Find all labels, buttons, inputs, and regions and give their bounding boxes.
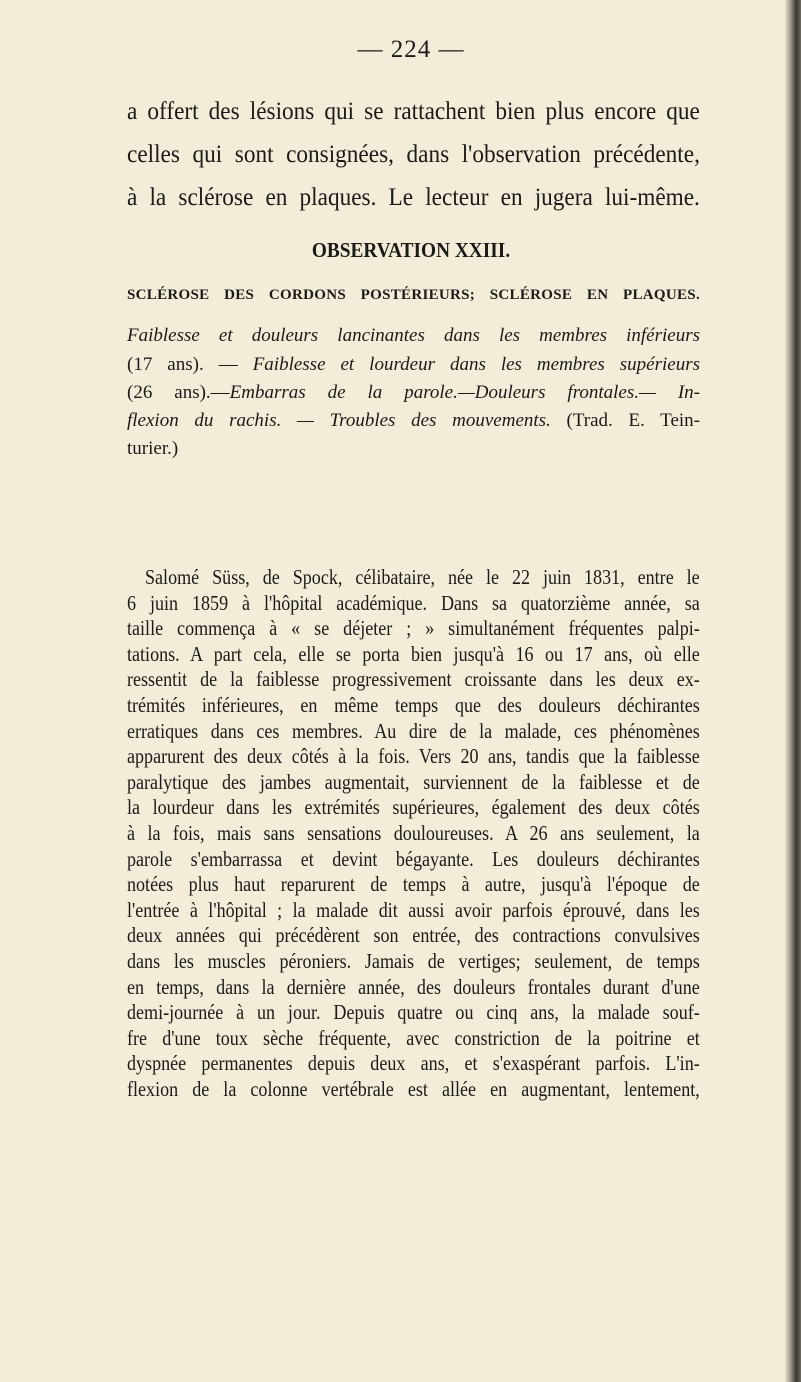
summary-roman: (Trad. E. Tein- (550, 410, 700, 431)
body-line: 6 juin 1859 à l'hôpital académique. Dans sa quatorzième année, sa (127, 590, 700, 615)
page-number: — 224 — (357, 36, 465, 63)
summary-line (127, 354, 700, 376)
intro-line: a offert des lésions qui se rattachent bien plus encore que (127, 98, 700, 125)
observation-title: OBSERVATION XXIII. (311, 238, 511, 262)
intro-line: celles qui sont consignées, dans l'observation précédente, (127, 141, 700, 168)
body-line: trémités inférieures, en même temps que des douleurs déchirantes (127, 693, 700, 717)
body-line: dyspnée permanentes depuis deux ans, et s'exaspérant parfois. L'in- (127, 1051, 700, 1076)
body-line: fre d'une toux sèche fréquente, avec constriction de la poitrine et (127, 1025, 700, 1050)
body-line: l'entrée à l'hôpital ; la malade dit aussi avoir parfois éprouvé, dans les (127, 897, 700, 922)
summary-italic: Faiblesse et douleurs lancinantes dans les membres inférieurs (127, 325, 700, 346)
summary-italic: Embarras de la parole.—Douleurs frontales.— In- (229, 382, 700, 403)
summary-line (127, 438, 700, 460)
body-line: notées plus haut reparurent de temps à autre, jusqu'à l'époque de (127, 872, 700, 897)
page-edge-shadow (785, 0, 801, 1382)
summary-italic: flexion du rachis. — Troubles des mouvements. (127, 410, 551, 431)
body-line: dans les muscles péroniers. Jamais de vertiges; seulement, de temps (127, 949, 700, 973)
summary-roman: (17 ans). — (127, 354, 253, 375)
summary-roman: (26 ans).— (127, 382, 230, 403)
observation-subtitle: SCLÉROSE DES CORDONS POSTÉRIEURS; SCLÉROSE EN PLAQUES. (127, 287, 700, 303)
body-line: ressentit de la faiblesse progressivement croissante dans les deux ex- (127, 667, 700, 692)
body-line: parole s'embarrassa et devint bégayante. Les douleurs déchirantes (127, 846, 700, 871)
intro-line: à la sclérose en plaques. Le lecteur en jugera lui-même. (127, 184, 700, 211)
body-line: à la fois, mais sans sensations douloureuses. A 26 ans seulement, la (127, 821, 700, 845)
summary-line (127, 410, 700, 432)
summary-line (127, 382, 700, 404)
body-line: taille commença à « se déjeter ; » simultanément fréquentes palpi- (127, 616, 700, 641)
body-line: deux années qui précédèrent son entrée, des contractions convulsives (127, 923, 700, 948)
body-line: tations. A part cela, elle se porta bien jusqu'à 16 ou 17 ans, où elle (127, 641, 700, 666)
summary-line (127, 325, 700, 347)
body-line: erratiques dans ces membres. Au dire de la malade, ces phénomènes (127, 718, 700, 743)
body-line: flexion de la colonne vertébrale est allée en augmentant, lentement, (127, 1077, 700, 1101)
summary-roman: turier.) (127, 438, 179, 459)
body-line: la lourdeur dans les extrémités supérieures, également des deux côtés (127, 795, 700, 820)
body-line: apparurent des deux côtés à la fois. Vers 20 ans, tandis que la faiblesse (127, 744, 700, 769)
body-line: paralytique des jambes augmentait, surviennent de la faiblesse et de (127, 769, 700, 794)
summary-italic: Faiblesse et lourdeur dans les membres supérieurs (252, 354, 701, 375)
body-line: Salomé Süss, de Spock, célibataire, née le 22 juin 1831, entre le (145, 565, 700, 589)
body-line: demi-journée à un jour. Depuis quatre ou cinq ans, la malade souf- (127, 1000, 700, 1025)
body-line: en temps, dans la dernière année, des douleurs frontales durant d'une (127, 974, 700, 999)
